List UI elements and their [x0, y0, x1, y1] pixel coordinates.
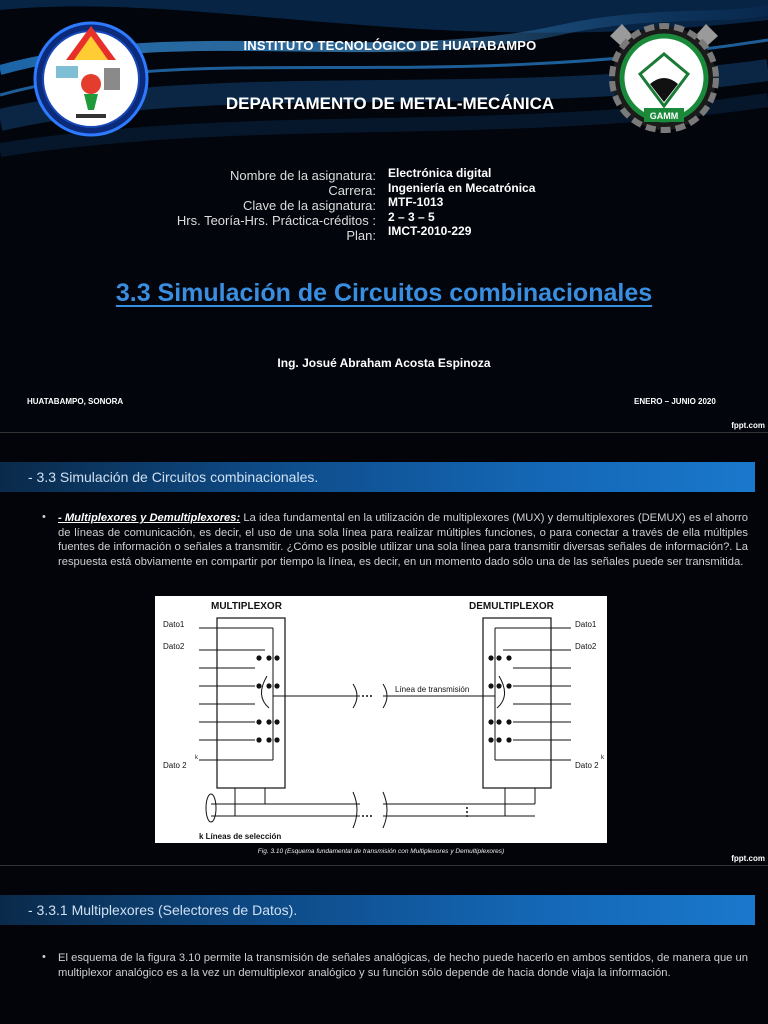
institute-logo-icon	[30, 18, 152, 140]
svg-text:k: k	[601, 755, 604, 761]
section-header-banner	[0, 462, 755, 492]
svg-text:Dato1: Dato1	[163, 620, 185, 629]
svg-text:GAMM: GAMM	[649, 111, 679, 121]
course-info-values	[388, 166, 588, 239]
label-career: Carrera:	[328, 183, 376, 198]
title-slide	[0, 0, 768, 432]
value-hours: 2 – 3 – 5	[388, 209, 435, 224]
value-subject: Electrónica digital	[388, 166, 492, 180]
label-plan: Plan:	[346, 228, 376, 243]
value-career: Ingeniería en Mecatrónica	[388, 180, 536, 195]
content-slide-selectors	[0, 866, 768, 1024]
svg-text:DEMULTIPLEXOR: DEMULTIPLEXOR	[469, 601, 554, 612]
mux-demux-diagram	[155, 596, 607, 843]
slide-title: 3.3 Simulación de Circuitos combinacionales	[115, 279, 653, 307]
bullet-paragraph: El esquema de la figura 3.10 permite la transmisión de señales analógicas, de hecho puede hacerlo en ambos sentidos, de manera que un multiplexor analógico es a la vez un demultiplexor analógico y su función sólo depende de hacia donde viaja la información.	[58, 952, 748, 979]
section-header-text: - 3.3.1 Multiplexores (Selectores de Datos).	[28, 902, 298, 918]
svg-text:Dato 2: Dato 2	[163, 761, 187, 770]
label-subject: Nombre de la asignatura:	[230, 168, 376, 183]
svg-text:Dato2: Dato2	[163, 642, 185, 651]
bullet-icon: •	[42, 511, 46, 523]
content-slide-multiplexers	[0, 433, 768, 865]
value-code: MTF-1013	[388, 195, 444, 209]
svg-text:Dato 2: Dato 2	[575, 761, 599, 770]
label-hours: Hrs. Teoría-Hrs. Práctica-créditos :	[176, 213, 376, 228]
section-header-banner	[0, 895, 755, 925]
svg-text:Dato1: Dato1	[575, 620, 597, 629]
figure-caption: Fig. 3.10 (Esquema fundamental de transmisión con Multiplexores y Demultiplexores)	[257, 848, 505, 855]
course-info-labels	[120, 168, 376, 243]
institute-name: INSTITUTO TECNOLÓGICO DE HUATABAMPO	[243, 38, 537, 53]
section-header-text: - 3.3 Simulación de Circuitos combinacionales.	[28, 469, 319, 485]
watermark: fppt.com	[731, 421, 765, 430]
bullet-icon: •	[42, 951, 46, 963]
watermark: fppt.com	[731, 854, 765, 863]
date-label: ENERO – JUNIO 2020	[634, 397, 716, 406]
department-name: DEPARTAMENTO DE METAL-MECÁNICA	[225, 94, 555, 113]
svg-text:k Líneas de selección: k Líneas de selección	[199, 832, 282, 841]
keyword: - Multiplexores y Demultiplexores:	[58, 512, 241, 524]
gamm-logo-icon	[600, 14, 728, 138]
value-plan: IMCT-2010-229	[388, 224, 472, 238]
paragraph-text: La idea fundamental en la utilización de multiplexores (MUX) y demultiplexores (DEMUX) es el ahorro de líneas de comunicación, es decir, el uso de una sola línea para realizar múltiples funciones, o para conectar a través de ella múltiples fuentes de información o señales a transmitir. ¿Cómo es posible utilizar una sola línea para transmitir diversas señales de información?. La respuesta está obviamente en compartir por tiempo la línea, es decir, en un momento dado sólo una de las señales puede ser transmitida.	[58, 512, 748, 568]
city-label: HUATABAMPO, SONORA	[27, 397, 124, 406]
svg-text:k: k	[195, 755, 198, 761]
bullet-paragraph	[58, 511, 748, 569]
author-name: Ing. Josué Abraham Acosta Espinoza	[277, 356, 491, 370]
svg-text:Línea de transmisión: Línea de transmisión	[395, 685, 470, 694]
svg-text:MULTIPLEXOR: MULTIPLEXOR	[211, 601, 282, 612]
label-code: Clave de la asignatura:	[243, 198, 376, 213]
mux-demux-figure	[155, 596, 607, 843]
svg-text:Dato2: Dato2	[575, 642, 597, 651]
